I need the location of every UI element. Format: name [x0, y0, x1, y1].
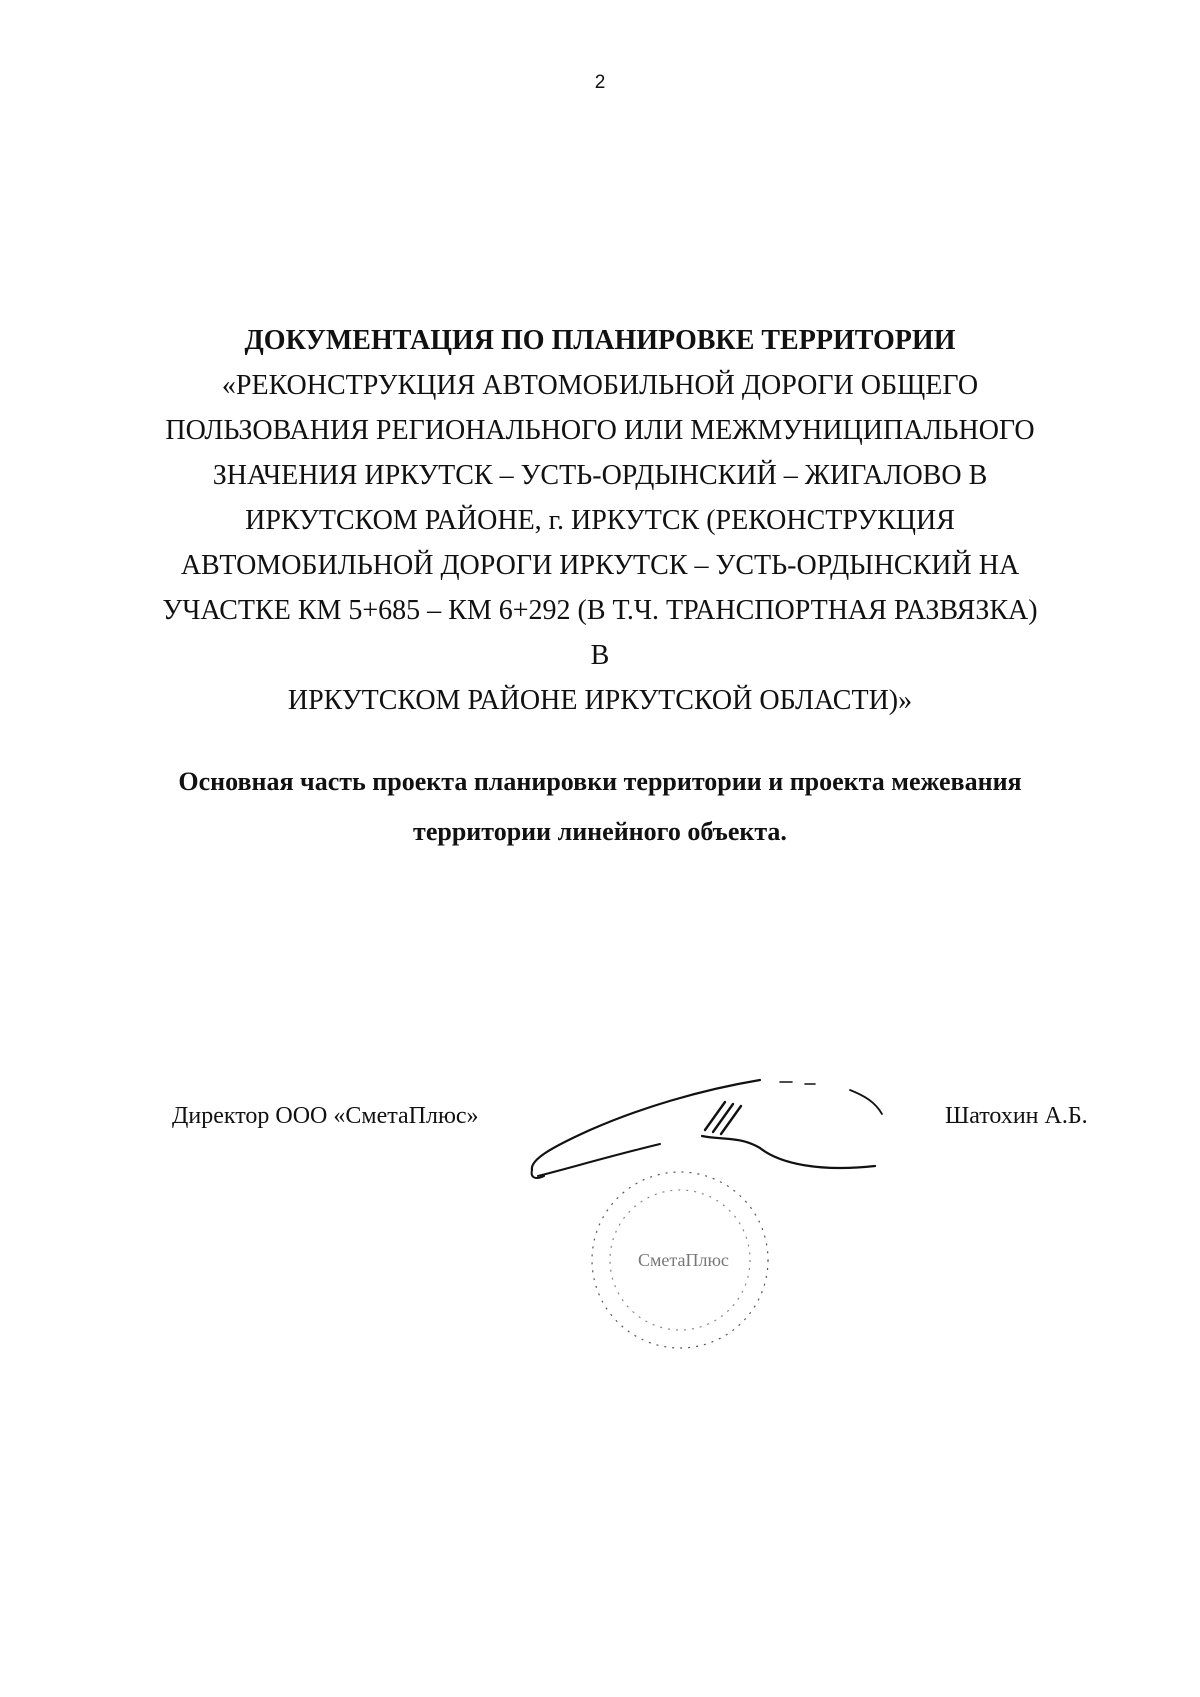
handwritten-signature	[532, 1080, 882, 1178]
title-line: ИРКУТСКОМ РАЙОНЕ ИРКУТСКОЙ ОБЛАСТИ)»	[287, 685, 913, 716]
title-line: УЧАСТКЕ КМ 5+685 – КМ 6+292 (В Т.Ч. ТРАНСПОРТНАЯ РАЗВЯЗКА) В	[162, 595, 1038, 671]
section-line: территории линейного объекта.	[413, 817, 787, 846]
title-line: ПОЛЬЗОВАНИЯ РЕГИОНАЛЬНОГО ИЛИ МЕЖМУНИЦИПАЛЬНОГО	[165, 415, 1035, 446]
signer-position: Директор ООО «СметаПлюс»	[172, 1103, 479, 1129]
signature-and-stamp	[530, 1060, 930, 1380]
title-line: ЗНАЧЕНИЯ ИРКУТСК – УСТЬ-ОРДЫНСКИЙ – ЖИГАЛОВО В	[212, 460, 988, 491]
section-line: Основная часть проекта планировки территории и проекта межевания	[178, 767, 1022, 796]
page-number: 2	[594, 72, 606, 93]
title-line: АВТОМОБИЛЬНОЙ ДОРОГИ ИРКУТСК – УСТЬ-ОРДЫНСКИЙ НА	[180, 550, 1020, 581]
title-line: «РЕКОНСТРУКЦИЯ АВТОМОБИЛЬНОЙ ДОРОГИ ОБЩЕГО	[221, 370, 979, 401]
document-title-block	[150, 318, 1050, 723]
section-heading	[120, 757, 1080, 857]
signer-name: Шатохин А.Б.	[945, 1103, 1088, 1129]
document-title: ДОКУМЕНТАЦИЯ ПО ПЛАНИРОВКЕ ТЕРРИТОРИИ	[244, 325, 956, 356]
stamp-text: СметаПлюс	[638, 1250, 729, 1270]
title-line: ИРКУТСКОМ РАЙОНЕ, г. ИРКУТСК (РЕКОНСТРУКЦИЯ	[245, 505, 955, 536]
